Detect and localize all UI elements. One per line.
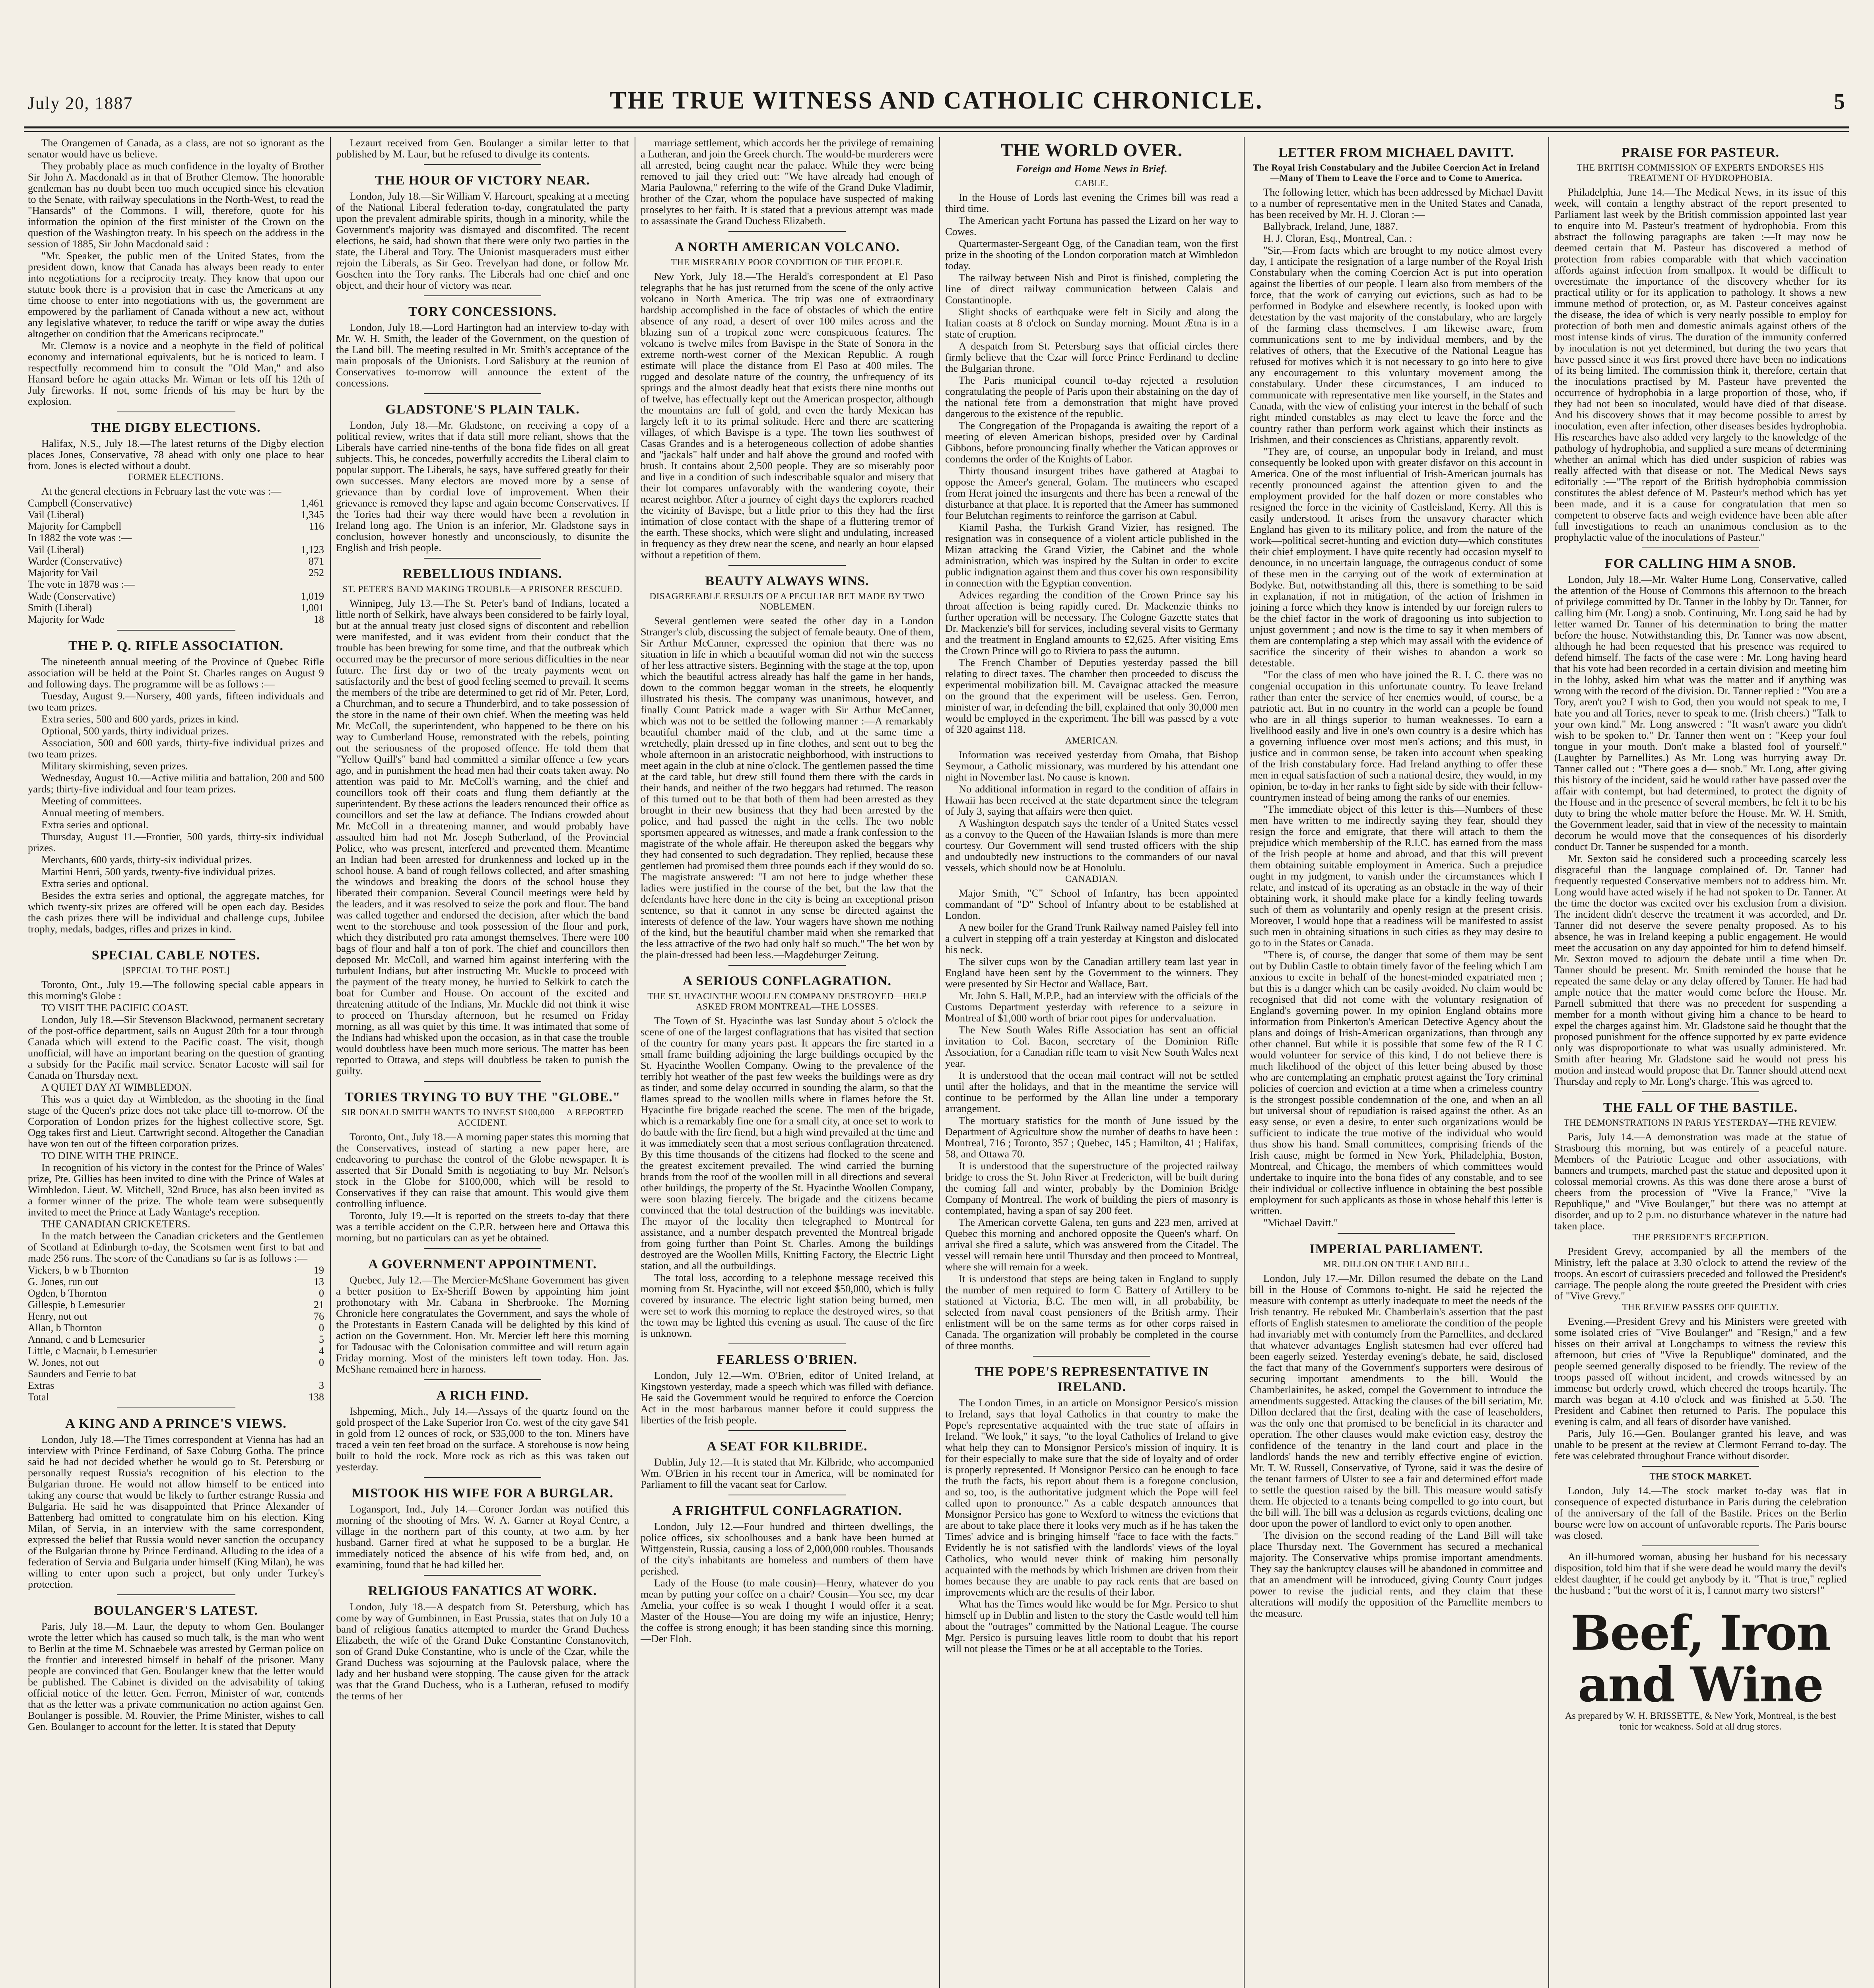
row-value: 1,461 — [301, 497, 324, 509]
volcano-paragraph: New York, July 18.—The Herald's correspondent at El Paso telegraphs that he has just returned from the scene of the only active volcano in North America. The trip was one of extraordinary hardship accomplished in the face of obstacles of which the entire absence of any road, a desert of over 100 miles across and the blazing sun of a tropical zone were conspicuous features. The volcano is twelve miles from Bavispe in the State of Sonora in the extreme north-west corner of the Mexican Republic. A rough estimate will place the distance from El Paso at 400 miles. The rugged and desolate nature of the country, the unfrequency of its springs and the almost deadly heat that exists there nine months out of twelve, has effectually kept out the American prospector, although the mountains are full of gold, and even the hardy Mexican has largely left it to its primal solitude. Here and there are scattering villages, of which Bavispe is a type. The town lies southwest of Casas Grandes and is a heterogeneous collection of adobe shanties and "jackals" half under and half above the ground and roofed with brush. It contains about 2,500 people. They are so miserably poor and live in a condition of such indescribable squalor and misery that their lot compares unfavorably with the wandering coyote, their nearest neighbor. After a journey of eight days the explorers reached the vicinity of Bavispe, but a little prior to this they had the first intimation of close contact with the shape of a fluttering tremor of the earth. These shocks, which were slight and undulating, increased in frequency as they drew near the scene, and nearly an hour elapsed without a repetition of them. — [641, 270, 934, 561]
row-label: Allan, b Thornton — [28, 1322, 102, 1334]
obrien-paragraph: London, July 12.—Wm. O'Brien, editor of United Ireland, at Kingstown yesterday, made a speech which was filled with defiance. He said the Government would be required to enforce the Coercion Act in the most barbarous manner before it could suppress the liberties of the Irish people. — [641, 1369, 934, 1426]
rifle-paragraph: The nineteenth annual meeting of the Province of Quebec Rifle association will be held at the Point St. Charles ranges on August 9 and following days. The programme will be as follows :— — [28, 656, 324, 690]
row-value: 76 — [314, 1310, 324, 1322]
section-rule — [424, 1248, 541, 1249]
section-rule — [117, 939, 235, 940]
column-3 — [641, 137, 934, 1988]
intro-paragraph: They probably place as much confidence in the loyalty of Brother Sir John A. Macdonald as in that of Brother Clemow. The honorable gentleman has no doubt been too much occupied since his elevation to the Senate, with railway speculations in the North-West, to read the "Hansards" of the Commons. I will, therefore, quote for his information the opinion of the first minister of the Crown on the question of the Washington treaty. In his speech on the address in the session of 1885, Sir John Macdonald said : — [28, 160, 324, 250]
rifle-paragraph: Thursday, August 11.—Frontier, 500 yards, thirty-six individual prizes. — [28, 831, 324, 854]
davitt-paragraph: "Michael Davitt." — [1263, 1217, 1338, 1229]
globe-paragraph-group — [336, 1131, 629, 1243]
section-rule — [1338, 1233, 1455, 1234]
boulanger-paragraph: Paris, July 18.—M. Laur, the deputy to whom Gen. Boulanger wrote the letter which has caused so much talk, is the man who went to Berlin at the time M. Schnaebele was arrested by German police on the frontier and interested himself in behalf of the prisoner. Many people are convinced that Gen. Boulanger knew that the letter would be published. The Cabinet is divided on the advisability of taking official notice of the letter. Gen. Ferron, Minister of war, contends that as the letter was a private communication no action against Gen. Boulanger is possible. M. Rouvier, the Prime Minister, wishes to call Gen. Boulanger to account for the letter. It is stated that Deputy — [28, 1620, 324, 1732]
table-row — [28, 1345, 324, 1357]
pope-paragraph: What has the Times would like would be for Mgr. Persico to shut himself up in Dublin and listen to the story the Castle would tell him about the "outrages" committed by the National League. The course Mgr. Persico is pursuing leaves little room to doubt that his report will not please the Times or be at all acceptable to the Tories. — [945, 1598, 1238, 1654]
section-rule — [424, 295, 541, 296]
kilbride-paragraph-group — [641, 1456, 934, 1490]
snob-paragraph: London, July 18.—Mr. Walter Hume Long, Conservative, called the attention of the House of Commons this afternoon to the breach of privilege committed by Dr. Tanner in the lobby by Dr. Tanner, for calling him (Mr. Long) a snob. Continuing, Mr. Long said he had by letter warned Dr. Tanner of his determination to bring the matter before the house. Notwithstanding this, Dr. Tanner was now absent, although he had been requested that his presence was required to defend himself. The facts of the case were : Mr. Long having heard that his vote had been recorded in a certain division and meeting him in the lobby, asked him what was the matter and if anything was wrong with the record of the division. Dr. Tanner replied : "You are a Tory, aren't you? I wish to God, then you would not speak to me, I hate you and all Tories, never to speak to me. (Irish cheers.) "Talk to your own kind." Mr. Long answered : "It wasn't aware you didn't wish to be spoken to." Dr. Tanner then went on : "Keep your foul tongue in your mouth. Don't make a blasted fool of yourself." (Laughter by Parnellites.) As Mr. Long was hurrying away Dr. Tanner called out : "There goes a d— snob." Mr. Long, after giving this history of the incident, said he would rather have passed over the affair with contempt, but had determined, to protect the dignity of the House and in the presence of several members, he felt it to be his duty to bring the whole matter before the House. Mr. W. H. Smith, the Government leader, said that in view of the necessity to maintain decorum he would move that the consequences of his disorderly conduct Dr. Tanner be suspended for a month. — [1554, 573, 1847, 852]
american-subhead: AMERICAN. — [1065, 736, 1118, 746]
canadian-news-item: A new boiler for the Grand Trunk Railway named Paisley fell into a culvert in stepping off a train yesterday at Kingston and dislocated his neck. — [945, 921, 1238, 955]
canadian-news-item: The mortuary statistics for the month of June issued by the Department of Agriculture show the number of deaths to have been : Montreal, 716 ; Toronto, 357 ; Quebec, 145 ; Hamilton, 41 ; Halifax, 58, and Ottawa 70. — [945, 1114, 1238, 1160]
column-1 — [28, 137, 324, 1988]
results-table-1887 — [28, 497, 324, 532]
section-rule — [424, 1477, 541, 1478]
canadian-news-item: It is understood that the ocean mail contract will not be settled until after the holidays, and that in the meantime the service will continue to be performed by the Allan line under a temporary arrangement. — [945, 1069, 1238, 1114]
reception-paragraph: President Grevy, accompanied by all the members of the Ministry, left the palace at 3.30 o'clock to attend the review of the troops. An escort of cuirassiers preceded and followed the President's carriage. The people along the route greeted the President with cries of "Vive Grevy." — [1554, 1245, 1847, 1302]
row-value — [292, 1368, 324, 1380]
rifle-paragraph: Military skirmishing, seven prizes. — [41, 760, 188, 772]
rifle-paragraph: Annual meeting of members. — [41, 807, 165, 819]
advertisement-title: Beef, Iron and Wine — [1570, 1605, 1831, 1713]
conflagration-paragraph: The Town of St. Hyacinthe was last Sunday about 5 o'clock the scene of one of the largest conflagrations that has visited that section of the country for many years past. It appears the fire started in a small frame building adjoining the large buildings occupied by the St. Hyacinthe Woollen Company. Owing to the prevalence of the terribly hot weather of the past few weeks the buildings were as dry as tinder, and some delay occurred in sounding the alarm, so that the flames spread to the woollen mills where in flames before the St. Hyacinthe fire brigade reached the scene. The men of the brigade, which is a remarkably fine one for a small city, at once set to work to do battle with the fire fiend, but a high wind prevailed at the time and it was immediately seen that a most serious conflagration threatened. By this time thousands of the citizens had flocked to the scene and the greatest excitement prevailed. The wind carried the burning brands from the roof of the woollen mill in all directions and several other buildings, the property of the St. Hyacinthe Woollen Company, were soon blazing fiercely. The brigade and the citizens became convinced that the total destruction of the buildings was inevitable. The mayor of the locality then telegraphed to Montreal for assistance, and a number despatch prevented the Montreal brigade from going further than Point St. Charles. Among the buildings destroyed are the Woollen Mills, Knitting Factory, the Electric Light station, and all the outbuildings. — [641, 1015, 934, 1272]
parliament-headline: IMPERIAL PARLIAMENT. — [1309, 1242, 1483, 1256]
table-row — [28, 1368, 324, 1380]
davitt-paragraph: "Sir,—From facts which are brought to my notice almost every day, I anticipate the resignation of a large number of the Royal Irish Constabulary when the coming Coercion Act is put into operation against the liberties of our people. I learn also from members of the force, that the work of carrying out evictions, such as had to be performed in Bodyke and elsewhere recently, is looked upon with detestation by the vast majority of the constabulary, who are largely of the farming class themselves. I am likewise aware, from communications sent to me by individual members, and by the relatives of others, that the Executive of the National League has refused for motives which it is not necessary to go into here to give any encouragement to this voluntary movement among the constabulary. Under these circumstances, I am induced to communicate with representative men like yourself, in the States and Canada, with the view of enlisting your interest in the behalf of such right minded constables as may elect to leave the force and the country rather than perform work against which their instincts as Irishmen, and their consciences as Christians, apparently revolt. — [1250, 244, 1543, 445]
former-elections-subhead: FORMER ELECTIONS. — [128, 472, 224, 482]
row-label: Smith (Liberal) — [28, 602, 92, 613]
rifle-paragraph: Wednesday, August 10.—Active militia and battalion, 200 and 500 yards; thirty-five individual and four team prizes. — [28, 772, 324, 795]
canadian-news-item: The New South Wales Rifle Association has sent an official invitation to Col. Bacon, secretary of the Dominion Rifle Association, for a Canadian rifle team to visit New South Wales next year. — [945, 1024, 1238, 1069]
table-row — [28, 1276, 324, 1287]
rich-find-headline: A RICH FIND. — [436, 1388, 529, 1403]
rich-find-paragraph: Ishpeming, Mich., July 14.—Assays of the quartz found on the gold prospect of the Lake Superior Iron Co. west of the city gave $41 in gold from 12 ounces of rock, or $35,000 to the ton. Miners have traced a vein ten feet broad on the surface. A storehouse is now being built to hold the rock. More rock as rich as this was taken out yesterday. — [336, 1405, 629, 1473]
pasteur-subhead: THE BRITISH COMMISSION OF EXPERTS ENDORSES HIS TREATMENT OF HYDROPHOBIA. — [1577, 163, 1824, 183]
masthead-rule-thin — [24, 131, 1849, 132]
victory-paragraph: London, July 18.—Sir William V. Harcourt, speaking at a meeting of the National Liberal federation to-day, congratulated the party upon the prevalent admirable spirits, though in a minority, while the Government's majority was dismayed and discomfited. The recent elections, he said, had shown that there were only two parties in the state, the Liberal and Tory. The Unionist masqueraders must either rejoin the Liberals, as Sir Geo. Trevelyan had done, or follow Mr. Goschen into the Tory ranks. The Liberals had one chief and one object, and their hour of victory was near. — [336, 190, 629, 291]
row-label: Gillespie, b Lemesurier — [28, 1299, 125, 1310]
cable-paragraph: In recognition of his victory in the contest for the Prince of Wales' prize, Pte. Gillies has been invited to dine with the Prince of Wales at Wimbledon. Lieut. W. Mitchell, 32nd Bruce, has also been invited as a former winner of the prize. The whole team were subsequently invited to meet the Prince at Lady Wantage's reception. — [28, 1161, 324, 1218]
parliament-paragraph: The division on the second reading of the Land Bill will take place Thursday next. The Government has secured a mechanical majority. The Conservative whips promise important amendments. They say the bankruptcy clauses will be abandoned in committee and that an amendment will be introduced, giving County Court judges power to revise the judicial rents, and they claim that these alterations will modify the opposition of the Parnellite members to the measure. — [1250, 1529, 1543, 1619]
rifle-paragraph: Extra series, 500 and 600 yards, prizes in kind. — [41, 713, 239, 725]
cable-news-item: The American yacht Fortuna has passed the Lizard on her way to Cowes. — [945, 214, 1238, 237]
reception-subhead: THE PRESIDENT'S RECEPTION. — [1632, 1232, 1769, 1242]
davitt-paragraph: "For the class of men who have joined the R. I. C. there was no congenial occupation in this unfortunate country. To leave Ireland rather than enter the service of her enemies would, of course, be a patriotic act. But in no country in the world can a people be found who are in all things superior to human weaknesses. To earn a livelihood easily and live in one's own country is a desire which has a governing influence over most men's actions; and this must, in justice and in common sense, be taken into account when speaking of the Irish constabulary force. Had Ireland anything to offer these men in equal satisfaction of such a national desire, they would, in my opinion, be to-day in her ranks to fight side by side with their fellow-countrymen instead of being among the ranks of our enemies. — [1250, 669, 1543, 803]
bastile-headline: THE FALL OF THE BASTILE. — [1603, 1100, 1798, 1115]
section-rule — [117, 630, 235, 631]
rifle-paragraph: Optional, 500 yards, thirty individual prizes. — [41, 725, 229, 737]
rifle-paragraph: Extra series and optional. — [41, 878, 149, 889]
conflagration-subhead: THE ST. HYACINTHE WOOLLEN COMPANY DESTROYED—HELP ASKED FROM MONTREAL—THE LOSSES. — [647, 991, 927, 1011]
masthead — [24, 83, 1849, 127]
rifle-paragraph: Meeting of committees. — [41, 795, 142, 807]
cable-paragraph-group — [28, 979, 324, 1264]
section-rule — [424, 1081, 541, 1082]
row-value: 19 — [314, 1264, 324, 1276]
section-rule — [424, 1379, 541, 1380]
row-value: 21 — [314, 1299, 324, 1310]
results-1878-intro: The vote in 1878 was :— — [28, 578, 135, 590]
appointment-headline: A GOVERNMENT APPOINTMENT. — [368, 1257, 597, 1272]
kilbride-headline: A SEAT FOR KILBRIDE. — [707, 1439, 868, 1454]
tory-paragraph-group — [336, 322, 629, 388]
row-value: 871 — [309, 555, 324, 567]
canadian-news-item-group — [945, 887, 1238, 1351]
stock-market-subhead: THE STOCK MARKET. — [1649, 1472, 1752, 1481]
rifle-headline: THE P. Q. RIFLE ASSOCIATION. — [68, 639, 284, 653]
stock-paragraph-group — [1554, 1485, 1847, 1541]
table-row — [28, 544, 324, 555]
cable-paragraph: TO DINE WITH THE PRINCE. — [41, 1149, 179, 1161]
table-row — [28, 1380, 324, 1391]
review-paragraph: Evening.—President Grevy and his Ministers were greeted with some isolated cries of "Vive Boulanger" and "Resign," and a few hisses on their arrival at Longchamps to witness the review this afternoon, but cries of "Vive la Republique" dominated, and the people seemed generally disposed to be friendly. The review of the troops passed off without incident, and crowds witnessed by an immense but orderly crowd, which cheered the troops heartily. The march was began at 4.10 o'clock and was finished at 5.50. The President and Cabinet then returned to Paris. The populace this evening is calm, and all fears of disorder have vanished. — [1554, 1315, 1847, 1427]
row-label: Wade (Conservative) — [28, 590, 115, 602]
cable-paragraph: Toronto, Ont., July 19.—The following special cable appears in this morning's Globe : — [28, 978, 324, 1002]
cable-paragraph: A QUIET DAY AT WIMBLEDON. — [41, 1081, 192, 1093]
gladstone-paragraph: London, July 18.—Mr. Gladstone, on receiving a copy of a political review, writes that if data still more reliant, shows that the Liberals have carried nine-tenths of the bona fide fides on all great subjects. This, he concedes, powerfully accredits the Liberal claim to popular support. The Liberals, he says, have suffered greatly for their own successes. Many electors are moved more by a sense of grievance than by cordial love of improvement. When their grievance is removed they lapse and again become Conservatives. If the Tories had their way there would have been a revolution in Ireland long ago. The Union is an inferior, Mr. Gladstone says in conclusion, however honestly and unconsciously, to disunite the English and Irish people. — [336, 419, 629, 553]
table-row — [28, 1287, 324, 1299]
cable-notes-headline: SPECIAL CABLE NOTES. — [91, 948, 260, 963]
victory-paragraph-group — [336, 190, 629, 291]
pope-paragraph-group — [945, 1397, 1238, 1654]
davitt-paragraph: "They are, of course, an unpopular body in Ireland, and must consequently be looked upon with greater disfavor on this account in America. One of the most influential of Irish-American journals has recently pronounced against the attention given to and the employment provided for the half dozen or more constables who resigned the force in the vicinity of Castleisland, Kerry. All this is easily understood. It arises from the unsavory character which England has given to its military police, and from the nature of the work—political secret-hunting and eviction duty—which constitutes their chief employment. I have quite recently had occasion myself to denounce, in no uncertain language, the outrageous conduct of some of these men in the carrying out of the work of extermination at Bodyke. But, notwithstanding all this, there is something to be said in explanation, if not in mitigation, of the action of Irishmen in joining a force which they know is intended by our foreign rulers to be the chief factor in the work of dragooning us into subjection to unjust government ; and now is the time to say it when members of them are contemplating a step which may assail with the evidence of sacrifice the sincerity of their wishes to abandon a work so detestable. — [1250, 445, 1543, 669]
table-row — [28, 1391, 324, 1403]
row-value: 1,019 — [301, 590, 324, 602]
boulanger-headline: BOULANGER'S LATEST. — [94, 1603, 258, 1618]
table-row — [28, 1264, 324, 1276]
row-label: Henry, not out — [28, 1310, 87, 1322]
row-label: Majority for Wade — [28, 613, 105, 625]
column-4 — [945, 137, 1238, 1988]
globe-paragraph: Toronto, July 19.—It is reported on the streets to-day that there was a terrible accident on the C.P.R. between here and Ottawa this morning, but no particulars can as yet be obtained. — [336, 1209, 629, 1244]
burglar-paragraph: Logansport, Ind., July 14.—Coroner Jordan was notified this morning of the shooting of Mrs. W. A. Garner at Royal Centre, a village in the northern part of this county, at two a.m. by her husband. Garner fired at what he supposed to be a burglar. He immediately noticed the absence of his wife from bed, and, on examining, found that he had killed her. — [336, 1503, 629, 1571]
row-label: Annand, c and b Lemesurier — [28, 1334, 146, 1345]
row-value: 18 — [314, 613, 324, 625]
beauty-headline: BEAUTY ALWAYS WINS. — [705, 574, 869, 588]
row-value: 116 — [309, 520, 324, 532]
snob-headline: FOR CALLING HIM A SNOB. — [1604, 556, 1796, 571]
row-value: 0 — [319, 1357, 324, 1368]
appointment-paragraph-group — [336, 1274, 629, 1375]
snob-paragraph-group — [1554, 574, 1847, 1087]
cable-notes-subhead: [SPECIAL TO THE POST.] — [122, 965, 230, 975]
parliament-paragraph-group — [1250, 1273, 1543, 1619]
lead-paragraph-group — [641, 137, 934, 226]
davitt-paragraph: H. J. Cloran, Esq., Montreal, Can. : — [1263, 232, 1412, 244]
results-table-1882 — [28, 544, 324, 579]
beauty-paragraph-group — [641, 615, 934, 960]
anecdote-paragraph-group — [1554, 1551, 1847, 1596]
cable-paragraph: London, July 18.—Sir Stevenson Blackwood, permanent secretary of the post-office department, sails on August 20th for a tour through Canada which will extend to the Pacific coast. The visit, though unofficial, will have an important bearing on the question of granting a subsidy for the Pacific mail service. Senator Lacoste will sail for Canada on Thursday next. — [28, 1013, 324, 1081]
cable-paragraph: In the match between the Canadian cricketers and the Gentlemen of Scotland at Edinburgh to-day, the Scotsmen went first to bat and made 256 runs. The score of the Canadians so far is as follows :— — [28, 1230, 324, 1264]
section-rule — [1642, 547, 1759, 548]
table-row — [28, 1310, 324, 1322]
section-rule — [728, 1430, 846, 1431]
indians-paragraph: Winnipeg, July 13.—The St. Peter's band of Indians, located a little north of Selkirk, have always been considered to be fairly loyal, but at the annual treaty just closed signs of discontent and rebellion were manifested, and it was evident from their conduct that the trouble has been brewing for some time, and that the outbreak which occurred may be the precursor of more serious difficulties in the near future. The first day or two of the treaty payments went on satisfactorily and the best of good feeling seemed to prevail. It seems the members of the tribe are determined to get rid of Mr. Peter, Lord, a Churchman, and to secure a Thunderbird, and to take possession of the store in the name of their own chief. When the meeting was held Mr. McColl, the superintendent, who happened to be there on his way to Cumberland House, remonstrated with the rebels, pointing out the seriousness of the proposed offence. He told them that "Yellow Quill's" band had committed a similar offence a few years ago, and in punishment the head men had their coats taken away. No attention was paid to Mr. McColl's warning, and the chief and councillors took off their coats and flung them defiantly at the superintendent. By these actions the leaders renounced their office as councillors and set the law at defiance. The Indians crowded about Mr. McColl in a threatening manner, and would probably have assaulted him had not Mr. Joseph Sutherland, of the Provincial Police, who was present, interfered and prevented them. Meantime an Indian had been arrested for drunkenness and locked up in the school house. A band of rough fellows collected, and after smashing the windows and breaking the doors of the school house they liberated their companion. Several Council meetings were held by the leaders, and it was resolved to seize the pork and flour. The band was called together and endorsed the decision, after which the band went to the storehouse and took possession of the flour and pork, which they distributed pro rata amongst themselves. There were 100 bags of flour and half a ton of pork. The chief and councillors then deposed Mr. McColl, and warned him against interfering with the turbulent Indians, but after instructing Mr. Muckle to proceed with the payment of the treaty money, he hurried to Selkirk to catch the boat for Cumber and House. On account of the excited and threatening attitude of the Indians, Mr. Muckle did not think it wise to proceed on Thursday afternoon, but he resumed on Friday morning, as all was quiet by this time. It was intimated that some of the Indians had whisked upon the occasion, as in that case the trouble would doubtless have been much more serious. The matter has been reported to Ottawa, and steps will doubtless be taken to punish the guilty. — [336, 597, 629, 1077]
table-row — [28, 1322, 324, 1334]
intro-paragraph: "Mr. Speaker, the public men of the United States, from the president down, know that Canada has always been ready to enter into negotiations for a reciprocity treaty. They know that upon our statute book there is a provision that in case the Americans at any time choose to enter into negotiations with us, the government are empowered by the parliament of Canada without a new act, without any legislative whatever, to reduce the tariff or wipe away the duties altogether on condition that the Americans reciprocate." — [28, 250, 324, 340]
advertisement-body: As prepared by W. H. BRISSETTE, & New York, Montreal, is the best tonic for weakness. Sold at all drug stores. — [1565, 1711, 1836, 1732]
review-paragraph: Paris, July 16.—Gen. Boulanger granted his leave, and was unable to be present at the review at Clermont Ferrand to-day. The fete was celebrated throughout France without disorder. — [1554, 1427, 1847, 1462]
row-label: Majority for Vail — [28, 567, 98, 579]
davitt-paragraph-group — [1250, 186, 1543, 1228]
row-value: 1,123 — [301, 544, 324, 555]
cable-paragraph: TO VISIT THE PACIFIC COAST. — [41, 1002, 188, 1013]
conflagration-paragraph-group — [641, 1015, 934, 1339]
davitt-headline: LETTER FROM MICHAEL DAVITT. — [1278, 145, 1514, 160]
canadian-news-item: It is understood that steps are being taken in England to supply the number of men required to form C Battery of Artillery to be stationed at Victoria, B.C. The men will, in all probability, be selected from naval coast pensioners of the British army. Their enlistment will be on the same terms as for other corps raised in Canada. The organization will probably be completed in the course of three months. — [945, 1273, 1238, 1351]
indians-subhead: ST. PETER'S BAND MAKING TROUBLE—A PRISONER RESCUED. — [342, 584, 623, 594]
tory-headline: TORY CONCESSIONS. — [408, 304, 557, 319]
pasteur-headline: PRAISE FOR PASTEUR. — [1621, 145, 1780, 160]
canadian-news-item: The silver cups won by the Canadian artillery team last year in England have been sent by the Government to the winners. They were presented by Sir Hector and Wallace, Bart. — [945, 955, 1238, 990]
canadian-news-item: Mr. John S. Hall, M.P.P., had an interview with the officials of the Customs Department yesterday with reference to a seizure in Montreal of $1,000 worth of briar root pipes for undervaluation. — [945, 990, 1238, 1024]
table-row — [28, 520, 324, 532]
cable-news-item: In the House of Lords last evening the Crimes bill was read a third time. — [945, 191, 1238, 214]
row-label: Saunders and Ferrie to bat — [28, 1368, 136, 1380]
davitt-subhead: The Royal Irish Constabulary and the Jubilee Coercion Act in Ireland—Many of Them to Leave the Force and to Come to America. — [1253, 163, 1540, 183]
world-over-subhead: Foreign and Home News in Brief. — [1016, 163, 1167, 175]
davitt-paragraph: The following letter, which has been addressed by Michael Davitt to a number of representative men in the United States and Canada, has been received by Mr. H. J. Cloran :— — [1250, 186, 1543, 220]
section-rule — [1642, 1466, 1759, 1467]
row-label: Total — [28, 1391, 49, 1403]
globe-paragraph: Toronto, Ont., July 18.—A morning paper states this morning that the Conservatives, instead of starting a new paper here, are endeavoring to purchase the control of the Globe newspaper. It is asserted that Sir Donald Smith is negotiating to buy Mr. Nelson's stock in the Globe for $100,000, which will be resold to Conservatives if they can raise that amount. This would give them controlling influence. — [336, 1131, 629, 1209]
section-rule — [424, 164, 541, 165]
king-prince-headline: A KING AND A PRINCE'S VIEWS. — [65, 1416, 287, 1431]
section-rule — [424, 1575, 541, 1576]
row-label: Extras — [28, 1380, 54, 1391]
beauty-paragraph: Several gentlemen were seated the other day in a London Stranger's club, discussing the subject of female beauty. One of them, Sir Arthur McCanner, expressed the opinion that there was no situation in life in which a beautiful woman did not win the success of her less attractive sisters. Beginning with the stage at the top, upon which the beautiful actress already has half the game in her hands, down to the common beggar woman in the streets, he eloquently illustrated his thesis. The company was unanimous, however, and finally Count Patrick made a wager with Sir Arthur McCanner, which was not to be settled the following manner :—A remarkably beautiful chamber maid of the club, and at the same time a wretchedly, plain dressed up in fine clothes, and sent out to beg the whole afternoon in an aristocratic neighborhood, with instructions to meet again in the club at nine o'clock. The gentlemen passed the time at the card table, but drew still found them there with the cards in their hands, and neither of the two beggars had returned. The reason of this turned out to be that both of them had been arrested as they brought in their new business that they had been arrested by the police, and had passed the night in the cells. The two noble sportsmen appeared as witnesses, and made a frank confession to the magistrate of the whole affair. He thereupon asked the beggars why they had consented to such degradation. They replied, because these gentlemen had promised them three pounds each if they would do so. The magistrate answered: "I am not here to judge whether these ladies were justified in the course of the bet, but the law that the defendants have here done in the city is being an exceptional prison sentence, so that it cannot in any sense be directed against the interests of defence of the law. Your wagers have shown me nothing of the kind, but the beautiful chamber maid when she remarked that the less attractive of the two had only half so much." The bet won by the plain-dressed had been less.—Magdeburger Zeitung. — [641, 615, 934, 961]
indians-headline: REBELLIOUS INDIANS. — [403, 567, 562, 581]
digby-paragraph: Halifax, N.S., July 18.—The latest returns of the Digby election places Jones, Conservative, 78 ahead with only one place to hear from. Jones is elected without a doubt. — [28, 437, 324, 472]
rich-find-paragraph-group — [336, 1406, 629, 1472]
lead-paragraph-group — [336, 137, 629, 159]
section-rule — [424, 393, 541, 394]
king-paragraph: London, July 18.—The Times correspondent at Vienna has had an interview with Prince Ferdinand, of Saxe Coburg Gotha. The prince said he had not decided whether he would go to St. Petersburg or personally request Russia's recognition of his election to the Bulgarian throne. He would not allow himself to be enticed into taking any course that would be likely to further estrange Russia and Bulgaria. He said he was disappointed that Prince Alexander of Battenberg had omitted to congratulate him on his election. King Milan, of Servia, in an interview with the same correspondent, expressed the belief that Russia would never sanction the occupancy of the Bulgarian throne by Prince Ferdinand. Alluding to the idea of a federation of Servia and Bulgaria under himself (King Milan), he was willing to enter upon such a project, but only under Turkey's protection. — [28, 1433, 324, 1590]
american-news-item: Information was received yesterday from Omaha, that Bishop Seymour, a Catholic missionary, was murdered by his attendant one night in November last. No cause is known. — [945, 749, 1238, 783]
former-elections-intro: At the general elections in February last the vote was :— — [41, 485, 282, 497]
parliament-paragraph: London, July 17.—Mr. Dillon resumed the debate on the Land bill in the House of Commons to-night. He said he rejected the measure with contempt as utterly inadequate to meet the needs of the Irish tenantry. He rebuked Mr. Chamberlain's assertion that the past efforts of English statesmen to ameliorate the condition of the people had invariably met with contumely from the Parnellites, and declared that whatever advantages English statesmen had ever offered had been eagerly seized. Yesterday evening's debate, he said, disclosed the fact that many of the Government's supporters were desirous of securing important amendments to the bill. Would the Chamberlainites, he asked, compel the Government to introduce the amendments suggested. Attacking the clauses of the bill seriatim, Mr. Dillon declared that the first, dealing with the case of leaseholders, was the only one that promised to be beneficial in its character and operation. The other clauses would make eviction easy, destroy the confidence of the tenantry in the land court and place in the landlords' hands the new and terribly effective engine of eviction. Mr. T. W. Russell, Conservative, of Tyrone, said it was the desire of the tenant farmers of Ulster to see a fair and determined effort made to settle the question raised by the bill. This measure would satisfy them. He objected to a tenants being compelled to go into court, but the bill will. The bill was a delusion as regards evictions, dealing one door upon the power of landlord to evict only to open another. — [1250, 1272, 1543, 1529]
intro-paragraph: The Orangemen of Canada, as a class, are not so ignorant as the senator would have us believe. — [28, 137, 324, 160]
row-label: Vickers, b w b Thornton — [28, 1264, 128, 1276]
canadian-subhead: CANADIAN. — [1065, 874, 1118, 884]
intro-paragraph: Mr. Clemow is a novice and a neophyte in the field of political economy and international equivalents, but he is noticed to learn. I respectfully recommend him to consult the "Old Man," and also Hansard before he again attacks Mr. Wiman or lets off his 12th of July fireworks. If not, some friends of his may be hurt by the explosion. — [28, 340, 324, 407]
results-1882-intro: In 1882 the vote was :— — [28, 532, 132, 544]
bastile-subhead: THE DEMONSTRATIONS IN PARIS YESTERDAY—THE REVIEW. — [1563, 1118, 1837, 1128]
fanatics-paragraph: London, July 18.—A despatch from St. Petersburg, which has come by way of Gumbinnen, in East Prussia, states that on July 10 a band of religious fanatics attempted to murder the Grand Duchess Elizabeth, the wife of the Grand Duke Constantine Constanovitch, son of Grand Duke Constantine, who is uncle of the Czar, while the Grand Duchess was sojourning at the Paulovsk palace, where the lady and her husband were stopping. The cause given for the attack was that the Grand Duchess, who is a Lutheran, refused to modify the terms of her — [336, 1601, 629, 1702]
digby-paragraph-group — [28, 438, 324, 471]
section-rule — [728, 1343, 846, 1344]
appointment-paragraph: Quebec, July 12.—The Mercier-McShane Government has given a better position to Ex-Sheriff Bowen by appointing him joint prothonotary with Mr. Cabana in Sherbrooke. The Morning Chronicle here congratulates the Government, and says the whole of the Protestants in Eastern Canada will be delighted by this kind of action on the Government. Hon. Mr. Mercier left here this morning for Tadousac with the Colonisation committee and will return again Friday morning. Most of the ministers left town today. Hon. Jas. McShane remained here in harness. — [336, 1274, 629, 1375]
results-table-1878 — [28, 590, 324, 625]
fanatics-headline: RELIGIOUS FANATICS AT WORK. — [368, 1584, 597, 1598]
lead-paragraph: marriage settlement, which accords her the privilege of remaining a Lutheran, and join the Greek church. The would-be murderers were all arrested, being caught near the palace. While they were being removed to jail they cried out: "We have already had enough of Maria Paulowna," referring to the wife of the Grand Duke Vladimir, brother of the Czar, whom the populace have suspected of making proselytes to her faith. It is stated that a previous attempt was made to assassinate the Grand Duchess Elizabeth. — [641, 137, 934, 227]
row-value: 138 — [309, 1391, 324, 1403]
parliament-subhead: MR. DILLON ON THE LAND BILL. — [1323, 1259, 1470, 1269]
cable-news-item: The French Chamber of Deputies yesterday passed the bill relating to direct taxes. The chamber then proceeded to discuss the experimental mobilization bill. M. Cavaignac attacked the measure on the ground that the experiment will be useless. Gen. Ferron, minister of war, in defending the bill, explained that only 30,000 men would be employed in the experiment. The bill was passed by a vote of 320 against 118. — [945, 656, 1238, 735]
row-value: 0 — [319, 1322, 324, 1334]
volcano-paragraph-group — [641, 271, 934, 560]
row-label: Vail (Liberal) — [28, 544, 84, 555]
pope-paragraph: The London Times, in an article on Monsignor Persico's mission to Ireland, says that loyal Catholics in that country to make the Pope's representative acquainted with the true state of affairs in Ireland. "We look," it says, "to the loyal Catholics of Ireland to give what help they can to Monsignor Persico's mission of inquiry. It is for their especially to make sure that the side of loyalty and of order is properly represented. If Monsignor Persico can be enough to face the truth the facts, his report about them is a foregone conclusion, and so, too, is the authoritative judgment which the Pope will feel called upon to pronounce." As a cable despatch announces that Monsignor Persico has gone to Wexford to witness the evictions that are about to take place there it looks very much as if he has taken the Times' advice and is bringing himself "face to face with the facts." Evidently he is not satisfied with the landlords' views of the loyal Catholics, who would never think of making him personally acquainted with the methods by which Irishmen are driven from their homes because they are unable to pay rack rents that are based on improvements which are the results of their labor. — [945, 1397, 1238, 1598]
world-over-headline: THE WORLD OVER. — [1000, 140, 1183, 160]
lead-paragraph: Lezaurt received from Gen. Boulanger a similar letter to that published by M. Laur, but he refused to divulge its contents. — [336, 137, 629, 160]
row-value: 0 — [319, 1287, 324, 1299]
table-row — [28, 1357, 324, 1368]
section-rule — [424, 558, 541, 559]
row-value: 5 — [319, 1334, 324, 1345]
row-value: 3 — [319, 1380, 324, 1391]
rifle-paragraph: Tuesday, August 9.—Nursery, 400 yards, fifteen individuals and two team prizes. — [28, 690, 324, 713]
pasteur-paragraph-group — [1554, 186, 1847, 543]
cable-news-item: Kiamil Pasha, the Turkish Grand Vizier, has resigned. The resignation was in consequence of a violent article published in the Mizan attacking the Grand Vizier, the Cabinet and the whole administration, which was inspired by the Sultan in order to excite public indignation against them and thus cover his own responsibility in connection with the Egyptian convention. — [945, 521, 1238, 589]
digby-headline: THE DIGBY ELECTIONS. — [91, 420, 261, 435]
row-label: Ogden, b Thornton — [28, 1287, 107, 1299]
row-label: G. Jones, run out — [28, 1276, 98, 1287]
frightful-paragraph: London, July 12.—Four hundred and thirteen dwellings, the police offices, six schoolhouses and a bank have been burned at Wittgenstein, Russia, causing a loss of 2,000,000 roubles. Thousands of the city's inhabitants are homeless and numbers of them have perished. — [641, 1520, 934, 1577]
pasteur-paragraph: Philadelphia, June 14.—The Medical News, in its issue of this week, will contain a lengthy abstract of the report presented to Parliament last week by the British commission appointed last year to enquire into M. Pasteur's treatment of hydrophobia. From this abstract the following paragraphs are taken :—It may now be deemed certain that M. Pasteur has discovered a method of protection from rabies comparable with that which vaccination affords against infection from smallpox. It would be difficult to overestimate the importance of the discovery whether for its practical utility or for its application to pathology. It shows a new immune method of protection, or, as M. Pasteur conceives against the disease, the idea of which is very nearly possible to employ for protection of both men and domestic animals against others of the most intense kinds of virus. The duration of the immunity conferred by inoculation is not yet determined, but during the two years that have passed since it was first proved there have been no indications of its being limited. The commission think it, therefore, certain that the inoculations practised by M. Pasteur have prevented the occurrence of hydrophobia in a large proportion of those, who, if they had not been so inoculated, would have died of that disease. And his discovery shows that it may become possible to arrest by inoculation, even after infection, other diseases besides hydrophobia. His researches have also added very largely to the knowledge of the pathology of hydrophobia, and supplied a sure means of determining whether an animal which has died under suspicion of rabies was really affected with that disease or not. The Medical News says editorially :—"The report of the British hydrophobia commission constitutes the ablest defence of M. Pasteur's method which has yet been made, and it is a cause for congratulation that men so competent to observe facts and weigh evidence have been able after full investigations to reach an unanimous conclusion as to the prophylactic value of the inoculations of Pasteur." — [1554, 186, 1847, 543]
bastile-paragraph-group — [1554, 1131, 1847, 1231]
frightful-paragraph: Lady of the House (to male cousin)—Henry, whatever do you mean by putting your coffee on a chair? Cousin—You see, my dear Amelia, your coffee is so weak I thought I would offer it a seat. Master of the House—You are doing my wife an injustice, Henry; the coffee is strong enough; it has been standing since this morning.—Der Floh. — [641, 1577, 934, 1644]
cable-paragraph: This was a quiet day at Wimbledon, as the shooting in the final stage of the Queen's prize does not take place till to-morrow. Of the Corporation of London prizes for the highest collective score, Sgt. Ogg takes first and Lieut. Cartwright second. Altogether the Canadian have won ten out of the fifteen corporation prizes. — [28, 1093, 324, 1149]
conflagration-headline: A SERIOUS CONFLAGRATION. — [683, 974, 891, 988]
kilbride-paragraph: Dublin, July 12.—It is stated that Mr. Kilbride, who accompanied Wm. O'Brien in his recent tour in America, will be nominated for Parliament to fill the vacant seat for Carlow. — [641, 1456, 934, 1490]
beauty-subhead: DISAGREEABLE RESULTS OF A PECULIAR BET MADE BY TWO NOBLEMEN. — [649, 591, 925, 612]
beef-iron-wine-advertisement — [1554, 1607, 1847, 1732]
table-row — [28, 1334, 324, 1345]
reception-paragraph-group — [1554, 1246, 1847, 1301]
cable-news-item: The Paris municipal council to-day rejected a resolution congratulating the people of Paris upon their abstaining on the day of the national fete from a demonstration that might have proved dangerous to the existence of the republic. — [945, 374, 1238, 419]
american-news-item: A Washington despatch says the tender of a United States vessel as a convoy to the Queen of the Hawaiian Islands is more than mere courtesy. Our Government will send trusted officers with the ship and undoubtedly new instructions to the commanders of our naval vessels, which should now be at Honolulu. — [945, 817, 1238, 874]
davitt-paragraph: "The immediate object of this letter is this—Numbers of these men have written to me indirectly saying they fear, should they resign the force and emigrate, that there will attach to them the prejudice which membership of the R.I.C. has earned from the mass of the Irish people at home and abroad, and that this will prevent them obtaining suitable employment in America. Such a prejudice ought in my judgment, to vanish under the circumstances which I relate, and instead of its operating as an obstacle in the way of their obtaining work, it should make place for a kindly feeling towards such of them as voluntarily and openly resign at the present crisis. Moreover, I would hope that a readiness will be manifested to assist such men in obtaining situations in such cities as they may desire to go to in the States or Canada. — [1250, 803, 1543, 949]
table-row — [28, 590, 324, 602]
column-divider — [1244, 137, 1245, 1988]
volcano-subhead: THE MISERABLY POOR CONDITION OF THE PEOPLE. — [671, 257, 903, 267]
tory-paragraph: London, July 18.—Lord Hartington had an interview to-day with Mr. W. H. Smith, the leader of the Government, on the question of the Land bill. The meeting resulted in Mr. Smith's acceptance of the main proposals of the Unionists. Lord Salisbury at the reunion of Conservatives to-morrow will announce the extent of the concessions. — [336, 321, 629, 389]
table-row — [28, 509, 324, 520]
table-row — [28, 602, 324, 613]
cable-news-item: The Congregation of the Propaganda is awaiting the report of a meeting of eleven American bishops, presided over by Cardinal Gibbons, before pronouncing finally whether the Vatican approves or condemns the order of the Knights of Labor. — [945, 419, 1238, 465]
table-row — [28, 497, 324, 509]
row-label: Little, c Macnair, b Lemesurier — [28, 1345, 157, 1357]
obrien-paragraph-group — [641, 1370, 934, 1425]
table-row — [28, 555, 324, 567]
cable-news-item: Advices regarding the condition of the Crown Prince say his throat affection is being rapidly cured. Dr. Mackenzie thinks no further operation will be necessary. The Cologne Gazette states that Dr. Mackenzie's bill for services, including several visits to Germany and the treatment in England amounts to £2,625. After visiting Ems the Crown Prince will go to Riviera to pass the autumn. — [945, 589, 1238, 656]
table-row — [28, 613, 324, 625]
column-divider — [1548, 137, 1549, 1988]
cable-news-item: Slight shocks of earthquake were felt in Sicily and along the Italian coasts at 8 o'clock on Sunday morning. Mount Ætna is in a state of eruption. — [945, 306, 1238, 340]
row-label: Warder (Conservative) — [28, 555, 122, 567]
column-6 — [1554, 137, 1847, 1988]
row-value: 1,001 — [301, 602, 324, 613]
obrien-headline: FEARLESS O'BRIEN. — [717, 1352, 858, 1367]
canadian-news-item: Major Smith, "C" School of Infantry, has been appointed commandant of "D" School of Infantry about to be established at London. — [945, 887, 1238, 921]
cable-news-item: A despatch from St. Petersburg says that official circles there firmly believe that the Czar will force Prince Ferdinand to decline the Bulgarian throne. — [945, 340, 1238, 374]
newspaper-title: THE TRUE WITNESS AND CATHOLIC CHRONICLE. — [610, 87, 1263, 114]
gladstone-headline: GLADSTONE'S PLAIN TALK. — [385, 402, 580, 417]
row-label: Vail (Liberal) — [28, 509, 84, 520]
column-2 — [336, 137, 629, 1988]
column-divider — [330, 137, 331, 1988]
cable-subhead: CABLE. — [1075, 178, 1109, 188]
row-label: W. Jones, not out — [28, 1357, 99, 1368]
section-rule — [1642, 1091, 1759, 1092]
row-label: Majority for Campbell — [28, 520, 122, 532]
issue-date: July 20, 1887 — [28, 93, 133, 113]
rifle-paragraph: Martini Henri, 500 yards, twenty-five individual prizes. — [41, 866, 276, 878]
section-rule — [117, 1594, 235, 1595]
canadian-news-item: The American corvette Galena, ten guns and 223 men, arrived at Quebec this morning and anchored opposite the Queen's wharf. On arrival she fired a salute, which was answered from the Citadel. The vessel will remain here until Thursday and then proceed to Montreal, where she will remain for a week. — [945, 1216, 1238, 1273]
column-divider — [939, 137, 940, 1988]
pope-headline: THE POPE'S REPRESENTATIVE IN IRELAND. — [975, 1365, 1209, 1394]
table-row — [28, 1299, 324, 1310]
canadian-news-item: It is understood that the superstructure of the projected railway bridge to cross the St. John River at Fredericton, will be built during the coming fall and winter, probably by the Dominion Bridge Company of Montreal. The work of building the piers of masonry is contemplated, having a span of say 200 feet. — [945, 1160, 1238, 1216]
cable-news-item: Quartermaster-Sergeant Ogg, of the Canadian team, won the first prize in the shooting of the London corporation match at Wimbledon today. — [945, 237, 1238, 272]
fanatics-paragraph-group — [336, 1601, 629, 1701]
rifle-paragraph: Besides the extra series and optional, the aggregate matches, for which twenty-six prizes are offered will be open each day. Besides the cash prizes there will be individual and challenge cups, Jubilee trophy, medals, badges, rifles and prizes in kind. — [28, 889, 324, 935]
section-rule — [728, 565, 846, 566]
frightful-paragraph-group — [641, 1521, 934, 1644]
masthead-rule — [24, 126, 1849, 128]
burglar-headline: MISTOOK HIS WIFE FOR A BURGLAR. — [351, 1486, 614, 1501]
rifle-paragraph: Association, 500 and 600 yards, thirty-five individual prizes and two team prizes. — [28, 737, 324, 760]
stock-paragraph: London, July 14.—The stock market to-day was flat in consequence of expected disturbance in Paris during the celebration of the anniversary of the fall of the Bastile. Prices on the Berlin bourse were low on account of unfavorable reports. The Paris bourse was closed. — [1554, 1485, 1847, 1541]
cable-paragraph: THE CANADIAN CRICKETERS. — [41, 1218, 190, 1230]
row-value: 1,345 — [301, 509, 324, 520]
page-number: 5 — [1834, 89, 1845, 114]
cable-news-item-group — [945, 192, 1238, 735]
davitt-paragraph: "There is, of course, the danger that some of them may be sent out by Dublin Castle to obtain timely favor of the feeling which I am anxious to excite in behalf of the honest-minded expatriated men ; but this is a danger which can be easily avoided. No claim would be recognised that did not come with the voluntary resignation of England's governing power. In my opinion England obtains more information from Pinkerton's American Detective Agency about the plans and doings of Irish-American organizations, than through any other channel. But while it is possible that some few of the R I C would volunteer for service of this kind, I do not believe there is much likelihood of the object of this letter being abused by those who are contemplating an emphatic protest against the Tory criminal policies of coercion and eviction at a time when a crimeless country is the strongest possible condemnation of the one, and when an all but universal shout of repudiation is raised against the other. As an easy sense, or even a desire, to enter such organizations would be sufficient to indicate the true motive of the individual who would thus show his hand. Small committees, comprising friends of the Irish cause, might be formed in New York, Philadelphia, Boston, Montreal, and Chicago, the members of which committees would undertake to inquire into the bona fides of any constable, and to see their individual or collective influence in obtaining the best possible employment for such applicants as those in whose behalf this letter is written. — [1250, 949, 1543, 1217]
gladstone-paragraph-group — [336, 419, 629, 553]
row-value: 4 — [319, 1345, 324, 1357]
globe-subhead: SIR DONALD SMITH WANTS TO INVEST $100,000 —A REPORTED ACCIDENT. — [342, 1107, 623, 1128]
rifle-paragraph-group — [28, 656, 324, 934]
indians-paragraph-group — [336, 598, 629, 1076]
review-subhead: THE REVIEW PASSES OFF QUIETLY. — [1622, 1302, 1779, 1312]
section-rule — [728, 231, 846, 232]
row-label: Campbell (Conservative) — [28, 497, 132, 509]
american-news-item: No additional information in regard to the condition of affairs in Hawaii has been received at the state department since the telegram of July 3, saying that affairs were then quiet. — [945, 783, 1238, 817]
section-rule — [1642, 1545, 1759, 1546]
section-rule — [728, 965, 846, 966]
boulanger-paragraph-group — [28, 1621, 324, 1732]
rifle-paragraph: Merchants, 600 yards, thirty-six individual prizes. — [41, 854, 252, 866]
burglar-paragraph-group — [336, 1503, 629, 1570]
intro-paragraph-group — [28, 137, 324, 407]
conflagration-paragraph: The total loss, according to a telephone message received this morning from St. Hyacinthe, will not exceed $50,000, which is fully covered by insurance. The electric light station being burned, men were set to work this morning to replace the destroyed wires, so that the town may be lighted this evening as usual. The cause of the fire is unknown. — [641, 1272, 934, 1339]
globe-headline: TORIES TRYING TO BUY THE "GLOBE." — [344, 1090, 621, 1105]
cable-news-item: Thirty thousand insurgent tribes have gathered at Atagbai to oppose the Ameer's general, Golam. The mutineers who escaped from Herat joined the insurgents and there has been a renewal of the disturbance at that place. It is reported that the Ameer has summoned four Belutchan regiments to reinforce the garrison at Cabul. — [945, 465, 1238, 521]
snob-paragraph: Mr. Sexton said he considered such a proceeding scarcely less disgraceful than the language complained of. Dr. Tanner had frequently requested Conservative members not to address him. Mr. Long would have acted wisely if he had not spoken to Dr. Tanner. At the time the doctor was excited over his exclusion from a division. The incident didn't deserve the treatment it was accorded, and Dr. Tanner did not deserve the severe penalty proposed. As to his absence, he was in Ireland keeping a public engagement. He would meet the accusation on any day appointed for him to defend himself. Mr. Sexton moved to adjourn the debate until a time when Dr. Tanner should be present. Mr. Smith reminded the house that he repeated the same delay or any delay offered by Tanner. He had had ample notice that the matter would come before the House. Mr. Parnell submitted that there was no precedent for suspending a member for a month without giving him a chance to be heard to expel the charges against him. Mr. Gladstone said he thought that the proposed punishment for the offence supported by ex parte evidence only was disproportionate to what was usually administered. Mr. Smith after hearing Mr. Gladstone said he would not press his motion and instead would propose that Dr. Tanner should attend next Thursday and reply to Mr. Long's charge. This was agreed to. — [1554, 852, 1847, 1087]
bastile-paragraph: Paris, July 14.—A demonstration was made at the statue of Strasbourg this morning, but was entirely of a peaceful nature. Members of the Patriotic League and other associations, with banners and trumpets, marched past the statue and deposited upon it colossal memorial crowns. As this was done there arose a burst of cheers from the procession of "Vive la France," "Vive la Republique," and "Vive Boulanger," but there was no attempt at disorder, and up to 2 p.m. no disturbance whatever in the nature had taken place. — [1554, 1131, 1847, 1232]
row-value: 252 — [309, 567, 324, 579]
anecdote-paragraph: An ill-humored woman, abusing her husband for his necessary disposition, told him that if she were dead he would marry the devil's eldest daughter, if he could get anybody by it. "That is true," replied the husband ; "but the worst of it is, I cannot marry two sisters!" — [1554, 1551, 1847, 1596]
rifle-paragraph: Extra series and optional. — [41, 819, 149, 831]
davitt-paragraph: Ballybrack, Ireland, June, 1887. — [1263, 220, 1398, 232]
king-paragraph-group — [28, 1434, 324, 1590]
section-rule — [1033, 1356, 1150, 1357]
volcano-headline: A NORTH AMERICAN VOLCANO. — [674, 240, 900, 254]
table-row — [28, 567, 324, 579]
american-news-item-group — [945, 749, 1238, 873]
review-paragraph-group — [1554, 1316, 1847, 1461]
frightful-headline: A FRIGHTFUL CONFLAGRATION. — [672, 1503, 902, 1518]
cricket-score-table — [28, 1264, 324, 1403]
row-value: 13 — [314, 1276, 324, 1287]
column-5 — [1250, 137, 1543, 1988]
cable-news-item: The railway between Nish and Pirot is finished, completing the line of direct railway communication between Calais and Constantinople. — [945, 272, 1238, 306]
victory-headline: THE HOUR OF VICTORY NEAR. — [375, 173, 590, 188]
